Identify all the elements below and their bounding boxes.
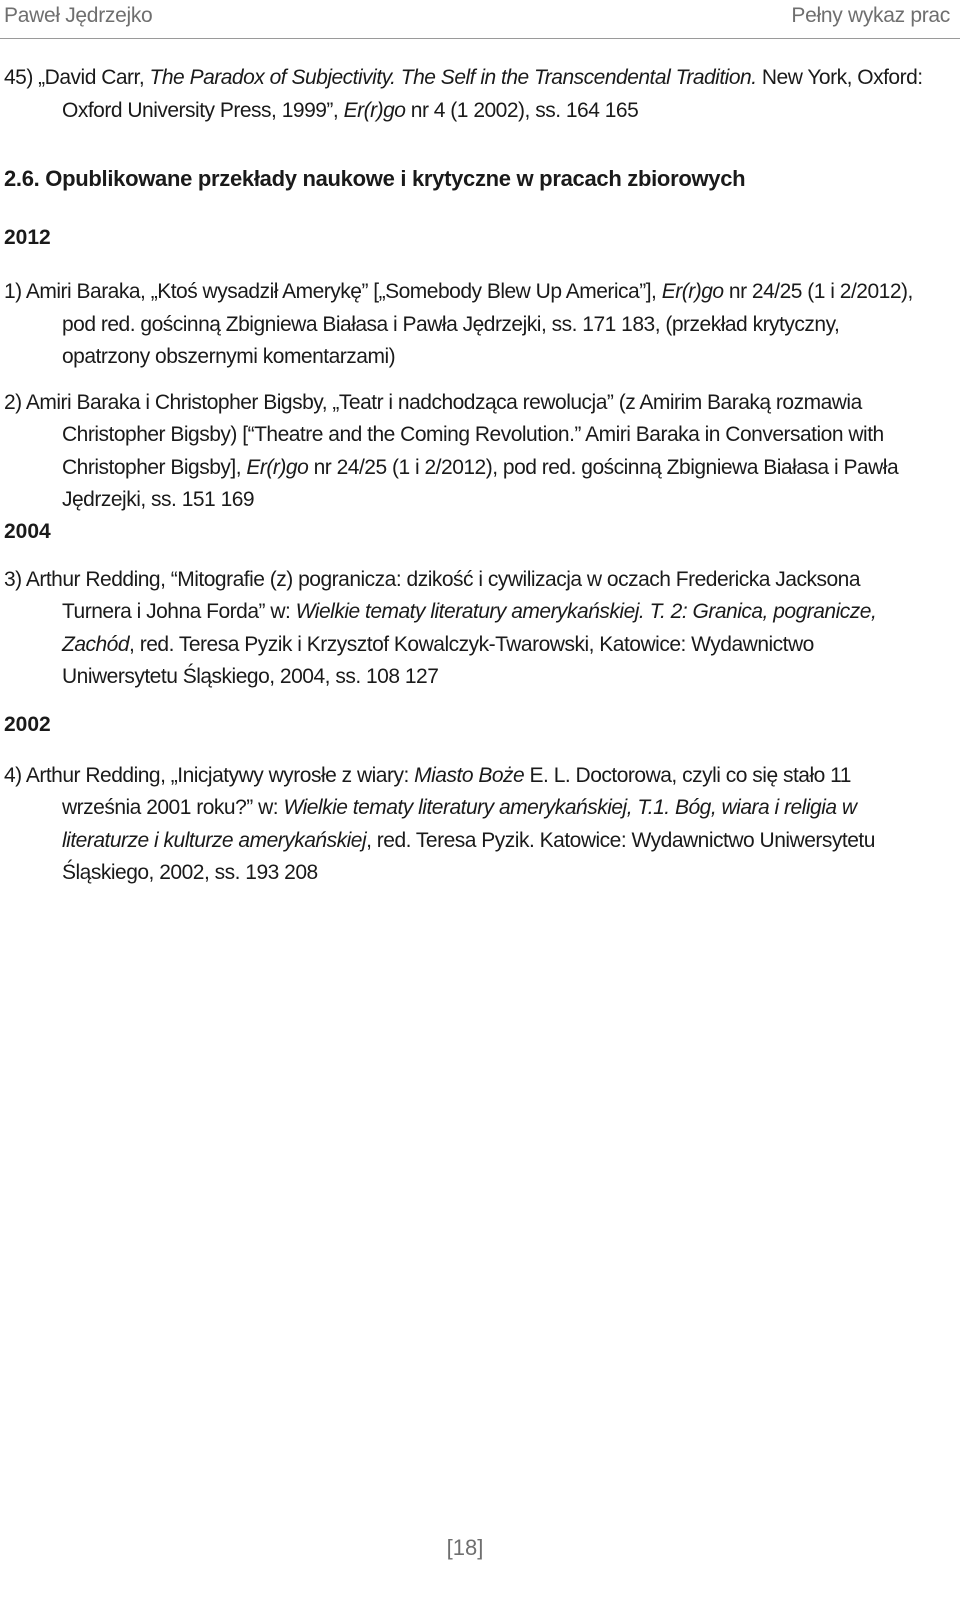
entry-text: , red. Teresa Pyzik. Katowice: Wydawnictwo Uniwersytetu Śląskiego, 2002, ss. 193 208 xyxy=(62,828,875,884)
entry-book: Wielkie tematy literatury amerykańskiej. T. 2: Granica, pogranicze, Zachód xyxy=(62,600,877,656)
section-heading: 2.6. Opublikowane przekłady naukowe i krytyczne w pracach zbiorowych xyxy=(4,166,746,191)
header-author: Paweł Jędrzejko xyxy=(4,4,153,27)
bibliography-entry-4 xyxy=(4,760,932,890)
entry-journal: Er(r)go xyxy=(343,98,406,122)
entry-text: 1) Amiri Baraka, „Ktoś wysadził Amerykę” [„Somebody Blew Up America”], xyxy=(4,280,662,303)
page-number: [18] xyxy=(446,1535,484,1560)
entry-text: 2) Amiri Baraka i Christopher Bigsby, „Teatr i nadchodząca rewolucja” (z Amirim Baraką rozmawia Christopher Bigsby) [“Theatre and the Coming Revolution.” Amiri Baraka in Conversation with Christopher Bigsby], xyxy=(4,390,884,479)
bibliography-entry-2 xyxy=(4,387,932,517)
entry-title: The Paradox of Subjectivity. The Self in the Transcendental Tradition. xyxy=(149,66,757,89)
entry-text: nr 24/25 (1 i 2/2012), pod red. gościnną Zbigniewa Białasa i Pawła Jędrzejki, ss. 171 183, (przekład krytyczny, opatrzony obszernymi komentarzami) xyxy=(62,280,913,368)
header-section-title: Pełny wykaz prac xyxy=(791,4,950,27)
year-heading-2004: 2004 xyxy=(4,519,51,543)
entry-text: nr 24/25 (1 i 2/2012), pod red. gościnną Zbigniewa Białasa i Pawła Jędrzejki, ss. 151 169 xyxy=(62,455,899,511)
page-content xyxy=(4,62,932,890)
entry-text: 4) Arthur Redding, „Inicjatywy wyrosłe z wiary: xyxy=(4,763,415,787)
entry-text: New York, Oxford: Oxford University Press, 1999”, xyxy=(62,66,923,122)
bibliography-entry-1 xyxy=(4,276,932,374)
year-heading-2002: 2002 xyxy=(4,712,51,736)
bibliography-entry-3 xyxy=(4,564,932,694)
entry-journal: Er(r)go xyxy=(661,280,724,303)
entry-text: , red. Teresa Pyzik i Krzysztof Kowalczyk-Twarowski, Katowice: Wydawnictwo Uniwersytetu Śląskiego, 2004, ss. 108 127 xyxy=(62,632,814,688)
page-header xyxy=(0,0,960,39)
entry-text: 3) Arthur Redding, “Mitografie (z) pogranicza: dzikość i cywilizacja w oczach Fredericka Jacksona Turnera i Johna Forda” w: xyxy=(4,567,861,623)
entry-text: 45) „David Carr, xyxy=(4,66,150,89)
bibliography-entry-45 xyxy=(4,62,932,127)
entry-text: nr 4 (1 2002), ss. 164 165 xyxy=(405,98,639,122)
entry-title: Miasto Boże xyxy=(414,763,525,787)
entry-journal: Er(r)go xyxy=(246,455,309,479)
entry-text: E. L. Doctorowa, czyli co się stało 11 września 2001 roku?” w: xyxy=(62,763,851,819)
year-heading-2012: 2012 xyxy=(4,226,51,249)
entry-book: Wielkie tematy literatury amerykańskiej, T.1. Bóg, wiara i religia w literaturze i kulturze amerykańskiej xyxy=(62,796,857,852)
